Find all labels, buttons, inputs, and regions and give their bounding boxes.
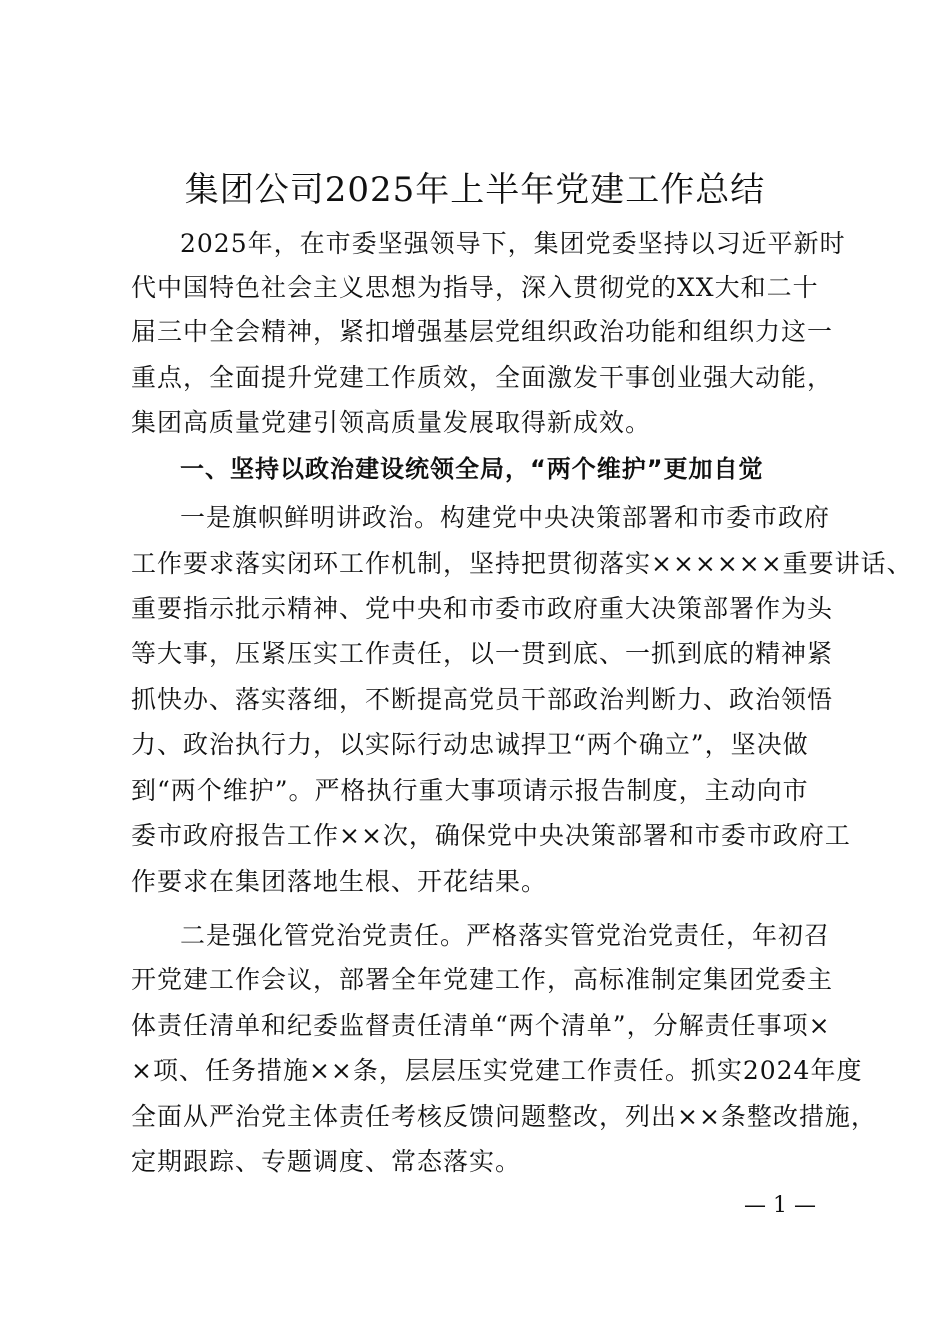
section-heading: 一、坚持以政治建设统领全局，“两个维护”更加自觉: [180, 455, 764, 483]
para1-line: 到“两个维护”。严格执行重大事项请示报告制度，主动向市: [131, 776, 809, 805]
document-title: 集团公司2025年上半年党建工作总结: [184, 170, 766, 210]
para2-line: 定期跟踪、专题调度、常态落实。: [131, 1147, 522, 1176]
para1-line: 一是旗帜鲜明讲政治。构建党中央决策部署和市委市政府: [180, 503, 831, 532]
intro-line: 2025年，在市委坚强领导下，集团党委坚持以习近平新时: [180, 229, 846, 258]
intro-line: 届三中全会精神，紧扣增强基层党组织政治功能和组织力这一: [131, 317, 834, 346]
para1-line: 抓快办、落实落细，不断提高党员干部政治判断力、政治领悟: [131, 685, 834, 714]
para2-line: 二是强化管党治党责任。严格落实管党治党责任，年初召: [180, 921, 831, 950]
para1-line: 力、政治执行力，以实际行动忠诚捍卫“两个确立”，坚决做: [131, 730, 809, 759]
para2-line: 开党建工作会议，部署全年党建工作，高标准制定集团党委主: [131, 965, 834, 994]
para1-line: 工作要求落实闭环工作机制，坚持把贯彻落实××××××重要讲话、: [131, 549, 913, 578]
intro-line: 代中国特色社会主义思想为指导，深入贯彻党的XX大和二十: [131, 273, 819, 302]
para2-line: 全面从严治党主体责任考核反馈问题整改，列出××条整改措施，: [131, 1102, 877, 1131]
para2-line: 体责任清单和纪委监督责任清单“两个清单”，分解责任事项×: [131, 1011, 831, 1040]
page-number: — 1 —: [744, 1193, 816, 1218]
para1-line: 重要指示批示精神、党中央和市委市政府重大决策部署作为头: [131, 594, 834, 623]
para1-line: 等大事，压紧压实工作责任，以一贯到底、一抓到底的精神紧: [131, 639, 834, 668]
para2-line: ×项、任务措施××条，层层压实党建工作责任。抓实2024年度: [131, 1056, 863, 1085]
intro-line: 重点，全面提升党建工作质效，全面激发干事创业强大动能，: [131, 363, 834, 392]
para1-line: 作要求在集团落地生根、开花结果。: [131, 867, 548, 896]
para1-line: 委市政府报告工作××次，确保党中央决策部署和市委市政府工: [131, 821, 851, 850]
intro-line: 集团高质量党建引领高质量发展取得新成效。: [131, 408, 652, 437]
